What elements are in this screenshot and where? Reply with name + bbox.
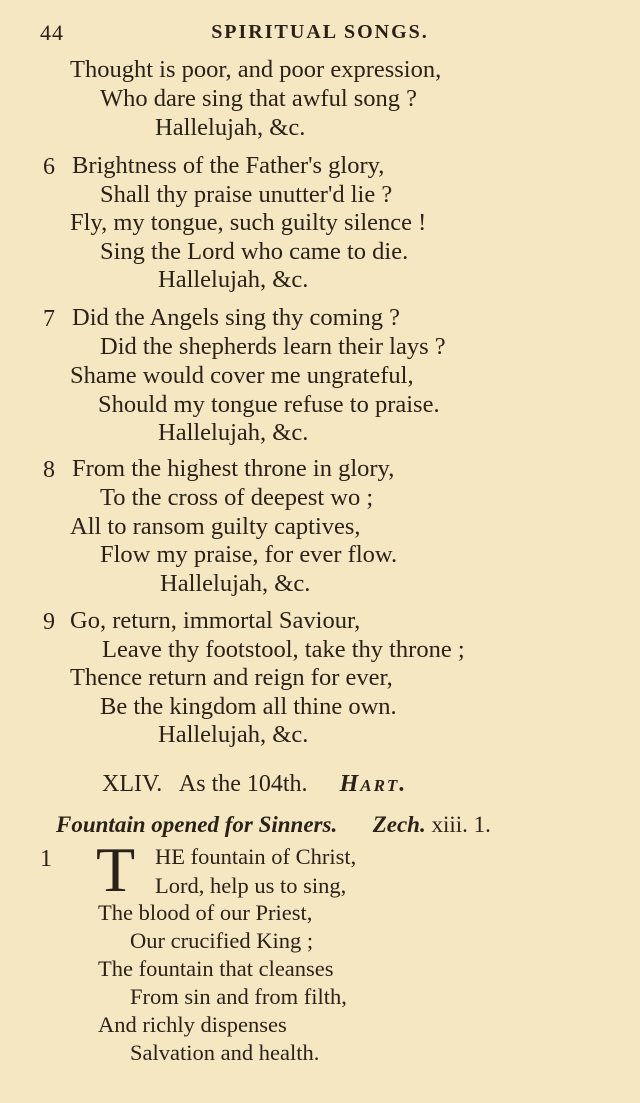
hymn-number-tune: XLIV. As the 104th.	[102, 771, 308, 797]
verse-line: Leave thy footstool, take thy throne ;	[102, 636, 465, 663]
verse-line: Who dare sing that awful song ?	[100, 85, 418, 112]
refrain-line: Hallelujah, &c.	[158, 721, 309, 748]
verse-line: From sin and from filth,	[130, 984, 347, 1009]
refrain-line: Hallelujah, &c.	[155, 114, 306, 141]
verse-line: Shame would cover me ungrateful,	[70, 362, 414, 389]
scripture-book: Zech.	[372, 812, 426, 837]
verse-line: And richly dispenses	[98, 1012, 287, 1037]
verse-line: Be the kingdom all thine own.	[100, 693, 397, 720]
page-number: 44	[40, 20, 64, 45]
verse-line: Did the Angels sing thy coming ?	[72, 304, 400, 331]
verse-line: Shall thy praise unutter'd lie ?	[100, 181, 393, 208]
verse-line: Thence return and reign for ever,	[70, 664, 393, 691]
verse-line: To the cross of deepest wo ;	[100, 484, 374, 511]
refrain-line: Hallelujah, &c.	[158, 419, 309, 446]
verse-line: Lord, help us to sing,	[155, 873, 347, 898]
verse-line: Go, return, immortal Saviour,	[70, 607, 361, 634]
hymn-subject-text: Fountain opened for Sinners.	[56, 812, 338, 837]
verse-number: 7	[43, 306, 55, 332]
verse-line: Thought is poor, and poor expression,	[70, 56, 442, 83]
verse-line: The fountain that cleanses	[98, 956, 334, 981]
verse-line: From the highest throne in glory,	[72, 455, 395, 482]
drop-cap: T	[96, 834, 136, 905]
running-title: SPIRITUAL SONGS.	[211, 21, 429, 43]
hymn-author: Hart.	[339, 771, 408, 797]
verse-line: Salvation and health.	[130, 1040, 320, 1065]
verse-line: Should my tongue refuse to praise.	[98, 391, 440, 418]
scripture-chapter-verse: xiii. 1.	[431, 812, 491, 837]
verse-line: All to ransom guilty captives,	[70, 513, 361, 540]
refrain-line: Hallelujah, &c.	[160, 570, 311, 597]
verse-line: HE fountain of Christ,	[155, 844, 357, 869]
verse-number: 1	[40, 846, 52, 872]
verse-line: The blood of our Priest,	[98, 900, 313, 925]
hymn-heading	[102, 771, 407, 798]
verse-line: Did the shepherds learn their lays ?	[100, 333, 446, 360]
verse-line: Sing the Lord who came to die.	[100, 238, 409, 265]
verse-number: 8	[43, 457, 55, 483]
verse-line: Brightness of the Father's glory,	[72, 152, 385, 179]
verse-line: Flow my praise, for ever flow.	[100, 541, 398, 568]
verse-line: Our crucified King ;	[130, 928, 314, 953]
verse-line: Fly, my tongue, such guilty silence !	[70, 209, 427, 236]
verse-number: 9	[43, 609, 55, 635]
refrain-line: Hallelujah, &c.	[158, 266, 309, 293]
verse-number: 6	[43, 154, 55, 180]
